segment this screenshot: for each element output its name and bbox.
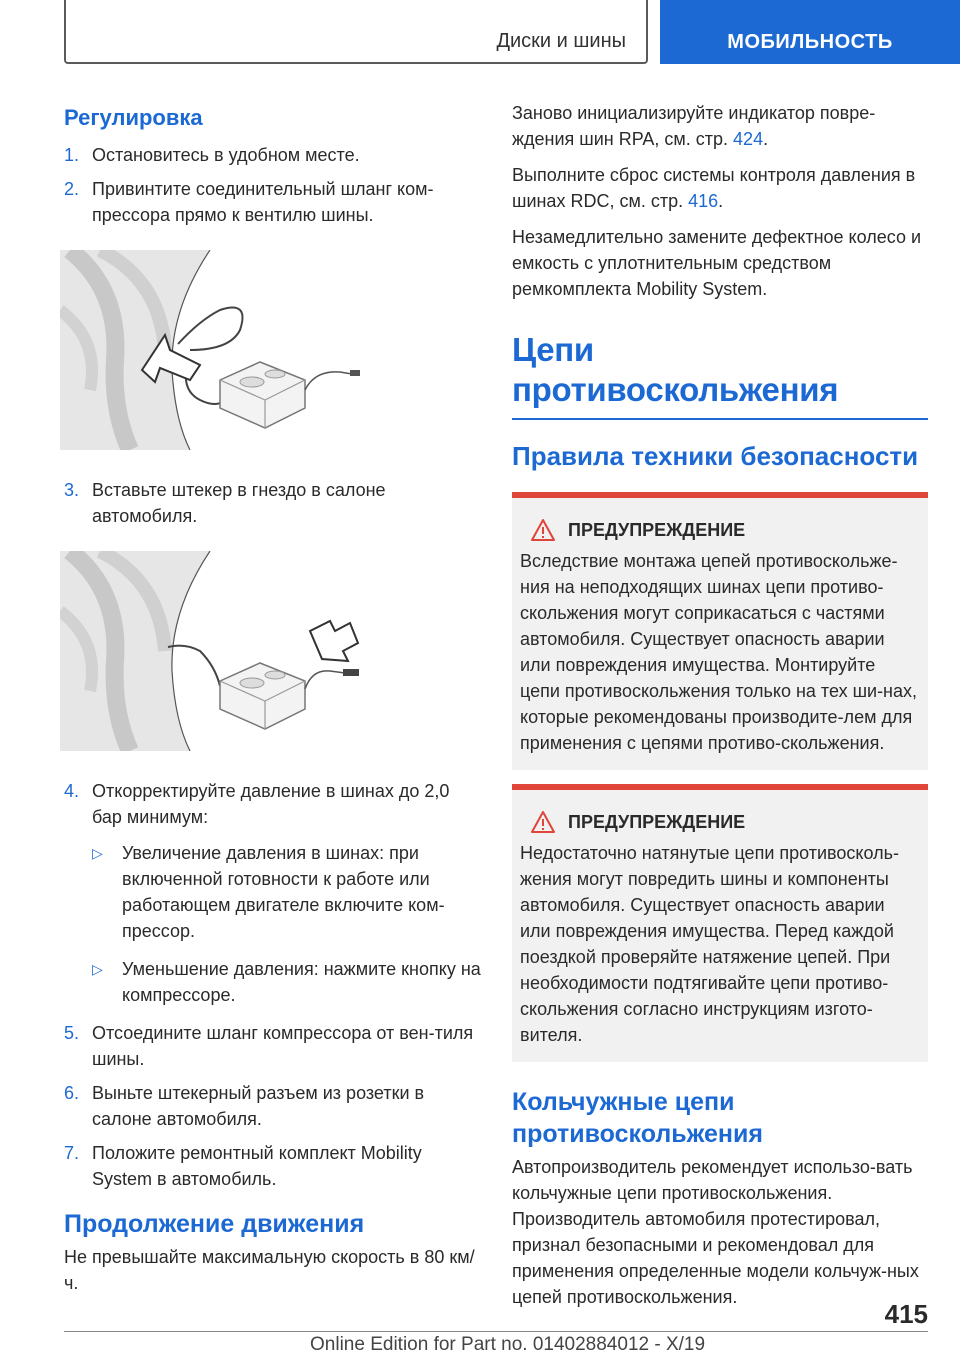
continue-driving-heading: Продолжение движения <box>64 1210 365 1238</box>
adjustment-heading: Регулировка <box>64 105 203 130</box>
header-chapter-tab[interactable]: МОБИЛЬНОСТЬ <box>660 0 960 64</box>
bullet-text: Увеличение давления в шинах: при включенной готовности к работе или работающем двигателе включите ком-прессор. <box>122 843 445 941</box>
warning-label: ПРЕДУПРЕЖДЕНИЕ <box>568 811 746 832</box>
step-number: 1. <box>64 145 80 165</box>
compressor-valve-illustration <box>60 250 360 450</box>
step-text: Остановитесь в удобном месте. <box>92 145 360 165</box>
step-number: 7. <box>64 1143 80 1163</box>
step-6 <box>64 1080 484 1132</box>
paragraph-end: . <box>763 129 769 149</box>
warning-label: ПРЕДУПРЕЖДЕНИЕ <box>568 519 746 540</box>
rpa-reset-paragraph <box>512 100 928 152</box>
page-number: 415 <box>884 1299 928 1329</box>
step-text: Положите ремонтный комплект Mobility System в автомобиль. <box>92 1143 422 1189</box>
chain-mail-text: Автопроизводитель рекомендует использо-вать кольчужные цепи противоскольжения. Производитель автомобиля протестировал, признал безопасными и рекомендовал для применения определенные модели кольчуж-ных цепей противоскольжения. <box>512 1157 919 1307</box>
step-text: Привинтите соединительный шланг ком-прессора прямо к вентилю шины. <box>92 179 434 225</box>
triangle-bullet-icon: ▷ <box>92 845 103 861</box>
warning-triangle-icon <box>530 518 556 542</box>
bullet-decrease-pressure <box>92 956 484 1008</box>
warning-text: Недостаточно натянутые цепи противосколь-жения могут повредить шины и компоненты автомобиля. Существует опасность аварии или повреждения имущества. Перед каждой поездкой проверяйте натяжение цепей. При необходимости подтягивайте цепи противо-скольжения согласно инструкциям изгото-вителя. <box>520 843 899 1045</box>
safety-rules-heading: Правила техники безопасности <box>512 441 919 471</box>
footer-divider <box>64 1331 928 1332</box>
step-5 <box>64 1020 484 1072</box>
paragraph-end: . <box>718 191 724 211</box>
header-section-box <box>64 0 648 64</box>
step-text: Выньте штекерный разъем из розетки в салоне автомобиля. <box>92 1083 425 1129</box>
left-column <box>64 100 484 1306</box>
step-number: 3. <box>64 480 80 500</box>
right-column <box>512 100 928 1320</box>
step-4 <box>64 778 484 830</box>
warning-header <box>530 810 920 834</box>
step-1 <box>64 142 484 168</box>
warning-box-1 <box>512 492 928 770</box>
step-7 <box>64 1140 484 1192</box>
continue-driving-text: Не превышайте максимальную скорость в 80 км/ч. <box>64 1247 475 1293</box>
step-2 <box>64 176 484 228</box>
warning-header <box>530 518 920 542</box>
warning-triangle-icon <box>530 810 556 834</box>
page-link-416[interactable]: 416 <box>688 191 719 211</box>
compressor-plug-illustration <box>60 551 360 751</box>
paragraph-text: Выполните сброс системы контроля давления в шинах RDC, см. стр. <box>512 165 916 211</box>
step-text: Вставьте штекер в гнездо в салоне автомобиля. <box>92 480 386 526</box>
triangle-bullet-icon: ▷ <box>92 961 103 977</box>
step-number: 5. <box>64 1023 80 1043</box>
bullet-increase-pressure <box>92 840 484 944</box>
step-number: 2. <box>64 179 80 199</box>
step-3 <box>64 477 484 529</box>
page-link-424[interactable]: 424 <box>733 129 764 149</box>
chain-mail-heading: Кольчужные цепи противоскольжения <box>512 1088 763 1148</box>
paragraph-text: Заново инициализируйте индикатор повре-ждения шин RPA, см. стр. <box>512 103 876 149</box>
footer-edition: Online Edition for Part no. 01402884012 - X/19 <box>310 1334 706 1355</box>
replace-wheel-paragraph: Незамедлительно замените дефектное колесо и емкость с уплотнительным средством ремкомплекта Mobility System. <box>512 227 922 299</box>
step-number: 4. <box>64 781 80 801</box>
snow-chains-title: Цепи противоскольжения <box>512 330 928 420</box>
step-text: Откорректируйте давление в шинах до 2,0 бар минимум: <box>92 781 450 827</box>
warning-text: Вследствие монтажа цепей противоскольже-ния на неподходящих шинах цепи противо-скольжения могут соприкасаться с частями автомобиля. Существует опасность аварии или повреждения имущества. Монтируйте цепи противоскольжения только на тех ши-нах, которые рекомендованы производите-лем для применения с цепями противо-скольжения. <box>520 551 918 753</box>
rdc-reset-paragraph <box>512 162 928 214</box>
header-section-title: Диски и шины <box>496 30 626 52</box>
step-text: Отсоедините шланг компрессора от вен-тиля шины. <box>92 1023 474 1069</box>
step-number: 6. <box>64 1083 80 1103</box>
bullet-text: Уменьшение давления: нажмите кнопку на компрессоре. <box>122 959 481 1005</box>
warning-box-2 <box>512 784 928 1062</box>
